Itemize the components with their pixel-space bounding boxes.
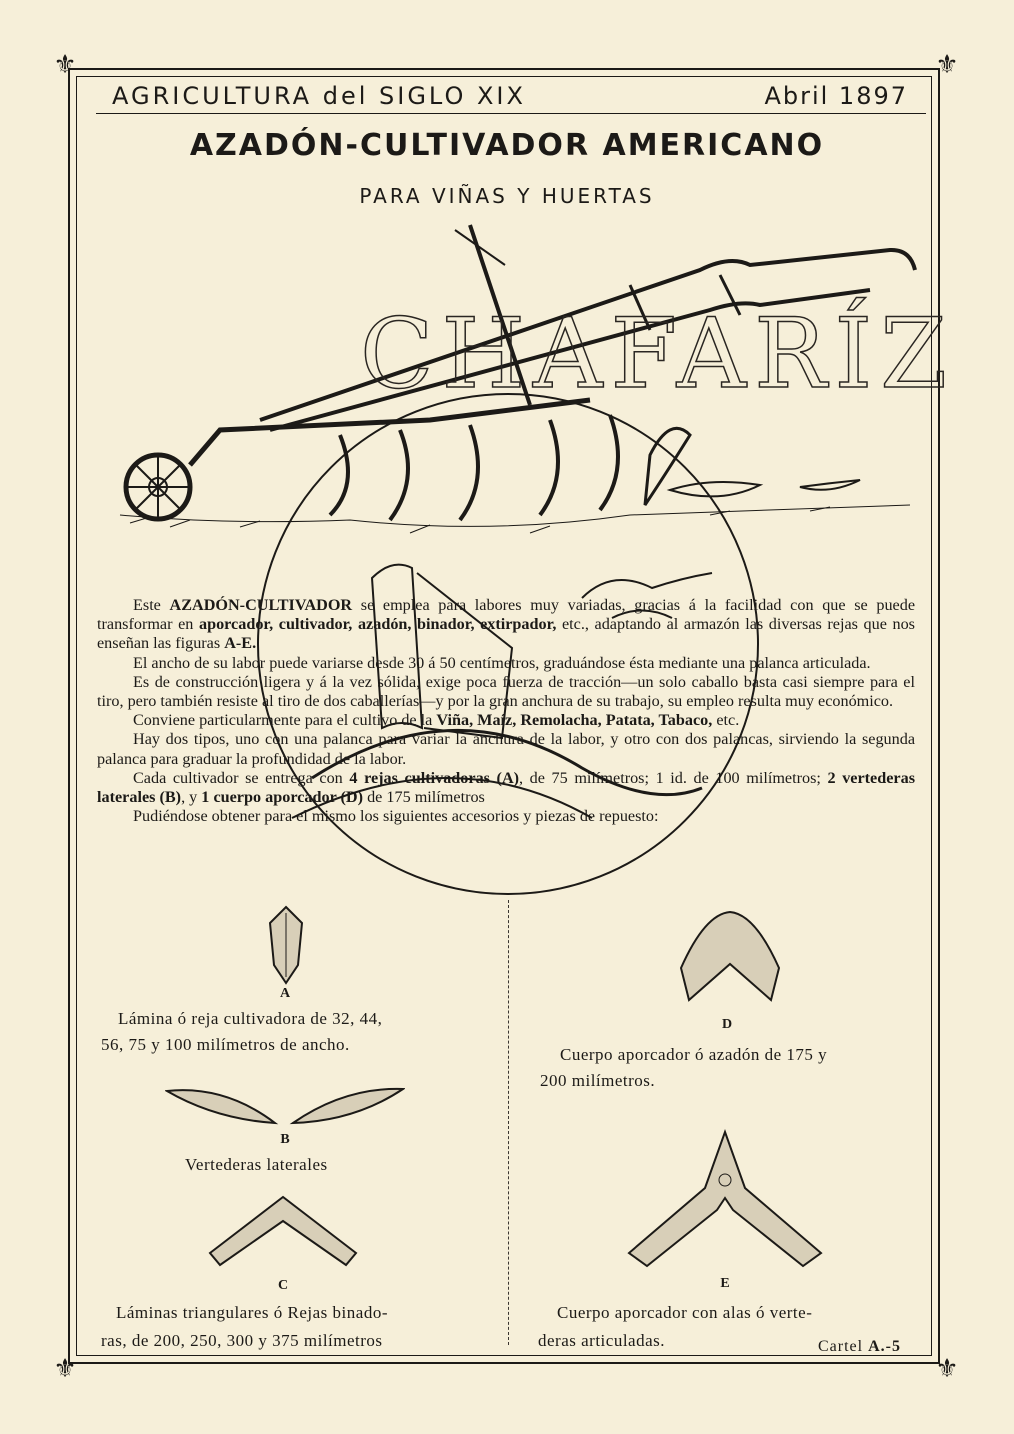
watermark-text: CHAFARÍZ: [360, 298, 955, 410]
part-c-figure: [208, 1193, 358, 1268]
paragraph: Es de construcción ligera y á la vez sólida, exige poca fuerza de tracción—un solo caballo basta casi siempre para el tiro, pero también resiste al tiro de dos caballerías—y por la gran anchura de su trabajo, su empleo resulta muy económico.: [97, 672, 915, 711]
part-a-caption: 56, 75 y 100 milímetros de ancho.: [101, 1035, 350, 1054]
issue-date: Abril 1897: [764, 82, 908, 110]
part-e-figure: [625, 1128, 825, 1268]
part-d-caption: Cuerpo aporcador ó azadón de 175 y: [560, 1045, 828, 1064]
part-e-letter: E: [720, 1276, 730, 1291]
paragraph: Cada cultivador se entrega con 4 rejas cultivadoras (A), de 75 milímetros; 1 id. de 100 milímetros; 2 vertederas laterales (B), y 1 cuerpo aporcador (D) de 175 milímetros: [97, 768, 915, 807]
paragraph: Pudiéndose obtener para el mismo los siguientes accesorios y piezas de repuesto:: [133, 807, 659, 826]
page-subtitle: PARA VIÑAS Y HUERTAS: [359, 184, 655, 208]
part-a-letter: A: [279, 986, 291, 1001]
column-divider: [508, 900, 509, 1345]
paragraph: Conviene particularmente para el cultivo de la Viña, Maíz, Remolacha, Patata, Tabaco, etc.: [133, 711, 740, 730]
part-c-letter: C: [277, 1278, 289, 1293]
part-e-caption: deras articuladas.: [538, 1331, 665, 1350]
fleur-corner-icon: ⚜: [935, 50, 959, 80]
fleur-corner-icon: ⚜: [53, 50, 77, 80]
part-b-caption: Vertederas laterales: [185, 1155, 328, 1174]
paragraph: Este AZADÓN-CULTIVADOR se emplea para labores muy variadas, gracias á la facilidad con que se puede transformar en aporcador, cultivador, azadón, binador, extirpador, etc., adaptando al armazón las diversas rejas que nos enseñan las figuras A-E.: [97, 596, 916, 653]
publication-name: AGRICULTURA del SIGLO XIX: [112, 82, 526, 110]
paragraph: Hay dos tipos, uno con una palanca para variar la anchura de la labor, y otro con dos palancas, sirviendo la segunda palanca para graduar la profundidad de la labor.: [97, 730, 915, 768]
part-d-caption: 200 milímetros.: [540, 1071, 656, 1090]
part-e-caption: Cuerpo aporcador con alas ó verte-: [557, 1303, 813, 1322]
paragraph: El ancho de su labor puede variarse desde 30 á 50 centímetros, graduándose ésta mediante una palanca articulada.: [133, 653, 871, 672]
part-b-figure: [165, 1083, 405, 1133]
part-a-caption: Lámina ó reja cultivadora de 32, 44,: [118, 1009, 383, 1028]
part-d-letter: D: [721, 1017, 733, 1032]
part-a-figure: [266, 905, 306, 985]
part-d-figure: [675, 908, 785, 1003]
cartel-reference: Cartel A.-5: [818, 1338, 901, 1355]
page-title: AZADÓN-CULTIVADOR AMERICANO: [189, 128, 825, 163]
header-rule: [96, 113, 926, 114]
part-c-caption: ras, de 200, 250, 300 y 375 milímetros: [101, 1331, 383, 1350]
part-c-caption: Láminas triangulares ó Rejas binado-: [116, 1303, 388, 1322]
running-header: [100, 82, 908, 112]
part-b-letter: B: [280, 1132, 290, 1147]
fleur-corner-icon: ⚜: [53, 1354, 77, 1384]
description-text: [97, 596, 915, 826]
fleur-corner-icon: ⚜: [935, 1354, 959, 1384]
